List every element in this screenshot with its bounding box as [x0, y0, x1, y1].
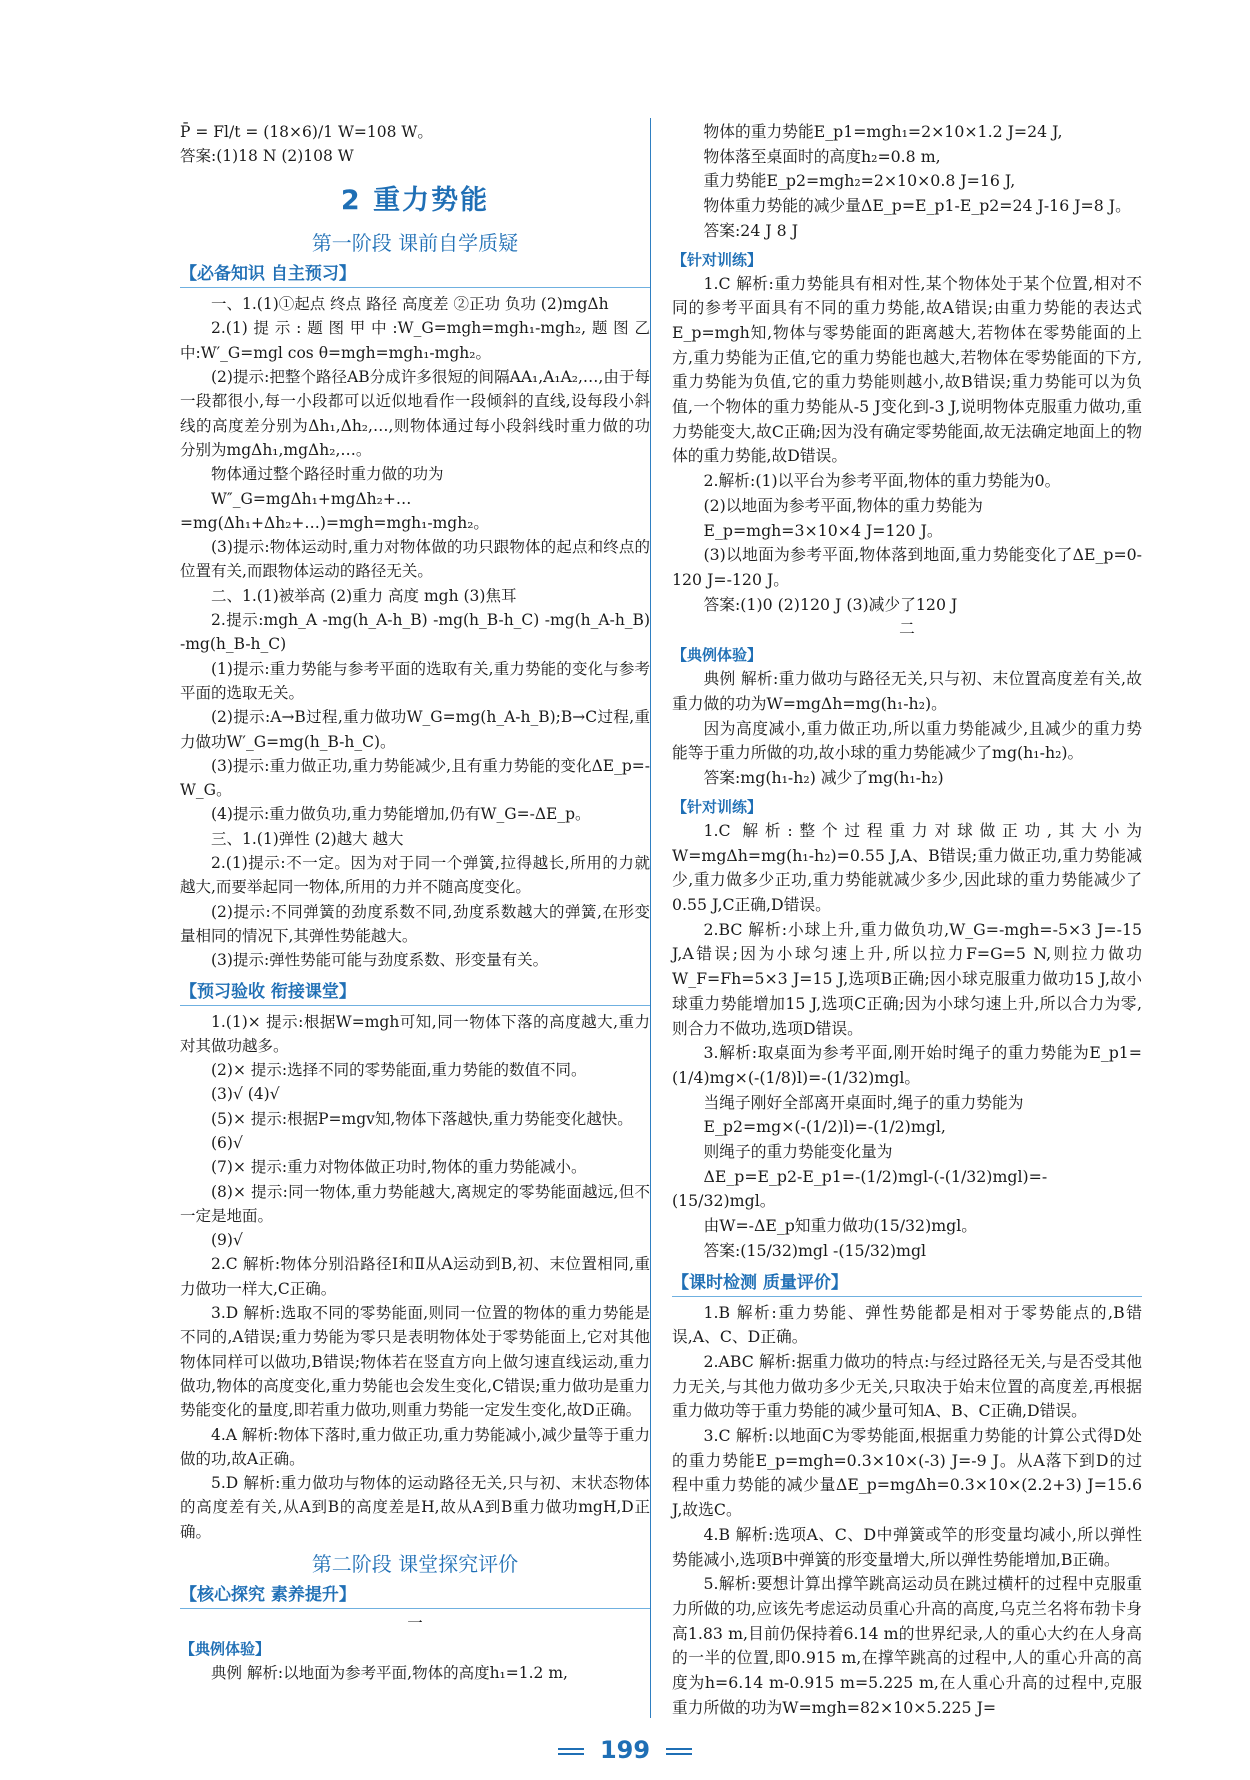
- paragraph: 答案:(15/32)mgl -(15/32)mgl: [703, 1240, 927, 1260]
- paragraph: 2.BC 解析:小球上升,重力做负功,W_G=-mgh=-5×3 J=-15 J,A错误;因为小球匀速上升,所以拉力F=G=5 N,则拉力做功W_F=Fh=5×3 J=15 J,选项B正确;因小球克服重力做功15 J,故小球重力势能增加15 J,选项C正确;因为小球匀速上升,所以合力为零,则合力不做功,选项D错误。: [672, 919, 1142, 1038]
- paragraph: 3.解析:取桌面为参考平面,刚开始时绳子的重力势能为E_p1=(1/4)mg×(-(1/8)l)=-(1/32)mgl。: [672, 1043, 1142, 1087]
- right-column: [672, 120, 1142, 1720]
- paragraph: (2)提示:把整个路径AB分成许多很短的间隔AA₁,A₁A₂,…,由于每一段都很小,每一小段都可以近似地看作一段倾斜的直线,设每段小斜线的高度差分别为Δh₁,Δh₂,…,则物体通过每小段斜线时重力做的功分别为mgΔh₁,mgΔh₂,…。: [180, 368, 650, 459]
- paragraph: (1)提示:重力势能与参考平面的选取有关,重力势能的变化与参考平面的选取无关。: [180, 659, 650, 702]
- paragraph: E_p=mgh=3×10×4 J=120 J。: [703, 520, 943, 540]
- paragraph: 1.B 解析:重力势能、弹性势能都是相对于零势能点的,B错误,A、C、D正确。: [672, 1302, 1142, 1347]
- paragraph: 二、1.(1)被举高 (2)重力 高度 mgh (3)焦耳: [211, 586, 517, 605]
- decor-bar: [558, 1748, 584, 1755]
- page-number-text: 199: [599, 1736, 651, 1764]
- paragraph: 4.A 解析:物体下落时,重力做正功,重力势能减小,减少量等于重力做的功,故A正确。: [180, 1425, 650, 1468]
- paragraph: 5.解析:要想计算出撑竿跳高运动员在跳过横杆的过程中克服重力所做的功,应该先考虑运动员重心升高的高度,乌克兰名将布勃卡身高1.83 m,目前仍保持着6.14 m的世界纪录,人的重心大约在人身高的一半的位置,即0.915 m,在撑竿跳高的过程中,人的重心升高的高度为h=6.14 m-0.915 m=5.225 m,在人重心升高的过程中,克服重力所做的功为W=mgh=82×10×5.225 J=: [672, 1574, 1142, 1717]
- paragraph: (4)提示:重力做负功,重力势能增加,仍有W_G=-ΔE_p。: [211, 805, 591, 824]
- paragraph: 3.C 解析:以地面C为零势能面,根据重力势能的计算公式得D处的重力势能E_p=mgh=0.3×10×(-3) J=-9 J。从A落下到D的过程中重力势能的减少量ΔE_p=mgΔh=0.3×10×(2.2+3) J=15.6 J,故选C。: [672, 1426, 1142, 1520]
- paragraph: 一、1.(1)①起点 终点 路径 高度差 ②正功 负功 (2)mgΔh: [211, 295, 609, 314]
- paragraph: 1.C 解析:重力势能具有相对性,某个物体处于某个位置,相对不同的参考平面具有不同的重力势能,故A错误;由重力势能的表达式E_p=mgh知,物体与零势能面的距离越大,若物体在零势能面的上方,重力势能为正值,它的重力势能也越大,若物体在零势能面的下方,重力势能为负值,它的重力势能则越小,故B错误;重力势能可以为负值,一个物体的重力势能从-5 J变化到-3 J,说明物体克服重力做功,重力势能变大,故C正确;因为没有确定零势能面,故无法确定地面上的物体的重力势能,故D错误。: [672, 273, 1142, 466]
- paragraph: (2)提示:A→B过程,重力做功W_G=mg(h_A-h_B);B→C过程,重力做功W′_G=mg(h_B-h_C)。: [180, 708, 650, 751]
- paragraph: 1.(1)× 提示:根据W=mgh可知,同一物体下落的高度越大,重力对其做功越多。: [180, 1012, 650, 1055]
- paragraph: (3)提示:弹性势能可能与劲度系数、形变量有关。: [211, 951, 549, 970]
- paragraph: 3.D 解析:选取不同的零势能面,则同一位置的物体的重力势能是不同的,A错误;重力势能为零只是表明物体处于零势能面上,它对其他物体同样可以做功,B错误;物体若在竖直方向上做匀速直线运动,重力做功,物体的高度变化,重力势能也会发生变化,C错误;重力做功是重力势能变化的量度,即若重力做功,则重力势能一定发生变化,故D正确。: [180, 1304, 650, 1420]
- paragraph: 典例 解析:以地面为参考平面,物体的高度h₁=1.2 m,: [211, 1664, 568, 1683]
- paragraph: 4.B 解析:选项A、C、D中弹簧或竿的形变量均减小,所以弹性势能减小,选项B中弹簧的形变量增大,所以弹性势能增加,B正确。: [672, 1524, 1142, 1569]
- paragraph: (3)提示:重力做正功,重力势能减少,且有重力势能的变化ΔE_p=-W_G。: [180, 756, 650, 800]
- paragraph: (3)√ (4)√: [211, 1085, 280, 1104]
- text-line: 答案:(1)18 N (2)108 W: [180, 147, 354, 166]
- paragraph: 典例 解析:重力做功与路径无关,只与初、末位置高度差有关,故重力做的功为W=mgΔh=mg(h₁-h₂)。: [672, 669, 1142, 714]
- paragraph: 当绳子刚好全部离开桌面时,绳子的重力势能为: [703, 1092, 1024, 1112]
- paragraph: 重力势能E_p2=mgh₂=2×10×0.8 J=16 J,: [703, 171, 1016, 191]
- paragraph: (7)× 提示:重力对物体做正功时,物体的重力势能减小。: [211, 1158, 587, 1177]
- stage-heading: 第二阶段 课堂探究评价: [311, 1552, 519, 1577]
- section-number: 一: [407, 1614, 423, 1633]
- paragraph: 5.D 解析:重力做功与物体的运动路径无关,只与初、末状态物体的高度差有关,从A到B的高度差是H,故从A到B重力做功mgH,D正确。: [180, 1474, 650, 1541]
- paragraph: (2)× 提示:选择不同的零势能面,重力势能的数值不同。: [211, 1061, 587, 1080]
- paragraph: 2.C 解析:物体分别沿路径Ⅰ和Ⅱ从A运动到B,初、末位置相同,重力做功一样大,C正确。: [180, 1255, 650, 1298]
- sub-tag: 【针对训练】: [672, 250, 763, 269]
- paragraph: 物体的重力势能E_p1=mgh₁=2×10×1.2 J=24 J,: [703, 122, 1063, 141]
- paragraph: 则绳子的重力势能变化量为: [703, 1142, 893, 1162]
- paragraph: ΔE_p=E_p2-E_p1=-(1/2)mgl-(-(1/32)mgl)=-(15/32)mgl。: [672, 1166, 1048, 1211]
- paragraph: (3)以地面为参考平面,物体落到地面,重力势能变化了ΔE_p=0-120 J=-120 J。: [672, 545, 1142, 589]
- paragraph: 物体落至桌面时的高度h₂=0.8 m,: [703, 146, 941, 166]
- chapter-title: 2 重力势能: [340, 184, 490, 216]
- paragraph: 答案:24 J 8 J: [703, 220, 799, 240]
- paragraph: (5)× 提示:根据P=mgv知,物体下落越快,重力势能变化越快。: [211, 1109, 633, 1128]
- paragraph: 三、1.(1)弹性 (2)越大 越大: [211, 829, 404, 848]
- paragraph: 2.(1)提示:不一定。因为对于同一个弹簧,拉得越长,所用的力就越大,而要举起同一物体,所用的力并不随高度变化。: [180, 854, 650, 897]
- section-tag: 【核心探究 素养提升】: [180, 1582, 650, 1609]
- paragraph: 2.解析:(1)以平台为参考平面,物体的重力势能为0。: [703, 471, 1061, 491]
- paragraph: 2.ABC 解析:据重力做功的特点:与经过路径无关,与是否受其他力无关,与其他力做功多少无关,只取决于始末位置的高度差,再根据重力做功等于重力势能的减少量可知A、B、C正确,D错误。: [672, 1351, 1142, 1421]
- paragraph: (6)√: [211, 1133, 243, 1152]
- paragraph: 2.(1)提示:题图甲中:W_G=mgh=mgh₁-mgh₂,题图乙中:W′_G=mgl cos θ=mgh=mgh₁-mgh₂。: [180, 319, 650, 362]
- paragraph: 2.提示:mgh_A -mg(h_A-h_B) -mg(h_B-h_C) -mg(h_A-h_B) -mg(h_B-h_C): [180, 611, 650, 654]
- paragraph: 答案:(1)0 (2)120 J (3)减少了120 J: [703, 594, 958, 614]
- sub-tag: 【典例体验】: [180, 1640, 271, 1659]
- paragraph: 1.C 解析:整个过程重力对球做正功,其大小为W=mgΔh=mg(h₁-h₂)=0.55 J,A、B错误;重力做正功,重力势能减少,重力做多少正功,重力势能就减少多少,因此球的重力势能减少了0.55 J,C正确,D错误。: [672, 820, 1142, 914]
- section-tag: 【课时检测 质量评价】: [672, 1270, 1142, 1297]
- paragraph: (2)提示:不同弹簧的劲度系数不同,劲度系数越大的弹簧,在形变量相同的情况下,其弹性势能越大。: [180, 902, 650, 945]
- decor-bar: [666, 1748, 692, 1755]
- paragraph: E_p2=mg×(-(1/2)l)=-(1/2)mgl,: [703, 1117, 946, 1137]
- paragraph: 由W=-ΔE_p知重力做功(15/32)mgl。: [703, 1216, 978, 1236]
- paragraph: 物体通过整个路径时重力做的功为: [211, 465, 444, 484]
- page-number: [0, 1736, 1250, 1764]
- section-tag: 【必备知识 自主预习】: [180, 261, 650, 288]
- column-divider: [650, 118, 651, 1718]
- section-tag: 【预习验收 衔接课堂】: [180, 979, 650, 1006]
- section-number: 二: [899, 619, 915, 639]
- sub-tag: 【典例体验】: [672, 646, 763, 665]
- left-column: [180, 120, 650, 1686]
- paragraph: W″_G=mgΔh₁+mgΔh₂+…=mg(Δh₁+Δh₂+…)=mgh=mgh₁-mgh₂。: [180, 489, 489, 532]
- paragraph: (3)提示:物体运动时,重力对物体做的功只跟物体的起点和终点的位置有关,而跟物体运动的路径无关。: [180, 538, 650, 581]
- text-line: P̄ = Fl/t = (18×6)/1 W=108 W。: [180, 123, 433, 141]
- paragraph: 答案:mg(h₁-h₂) 减少了mg(h₁-h₂): [703, 768, 944, 788]
- stage-heading: 第一阶段 课前自学质疑: [311, 230, 519, 255]
- paragraph: (2)以地面为参考平面,物体的重力势能为: [703, 495, 983, 515]
- paragraph: 物体重力势能的减少量ΔE_p=E_p1-E_p2=24 J-16 J=8 J。: [703, 196, 1131, 216]
- sub-tag: 【针对训练】: [672, 797, 763, 816]
- paragraph: 因为高度减小,重力做正功,所以重力势能减少,且减少的重力势能等于重力所做的功,故小球的重力势能减少了mg(h₁-h₂)。: [672, 718, 1142, 763]
- paragraph: (9)√: [211, 1231, 243, 1250]
- paragraph: (8)× 提示:同一物体,重力势能越大,离规定的零势能面越远,但不一定是地面。: [180, 1182, 650, 1225]
